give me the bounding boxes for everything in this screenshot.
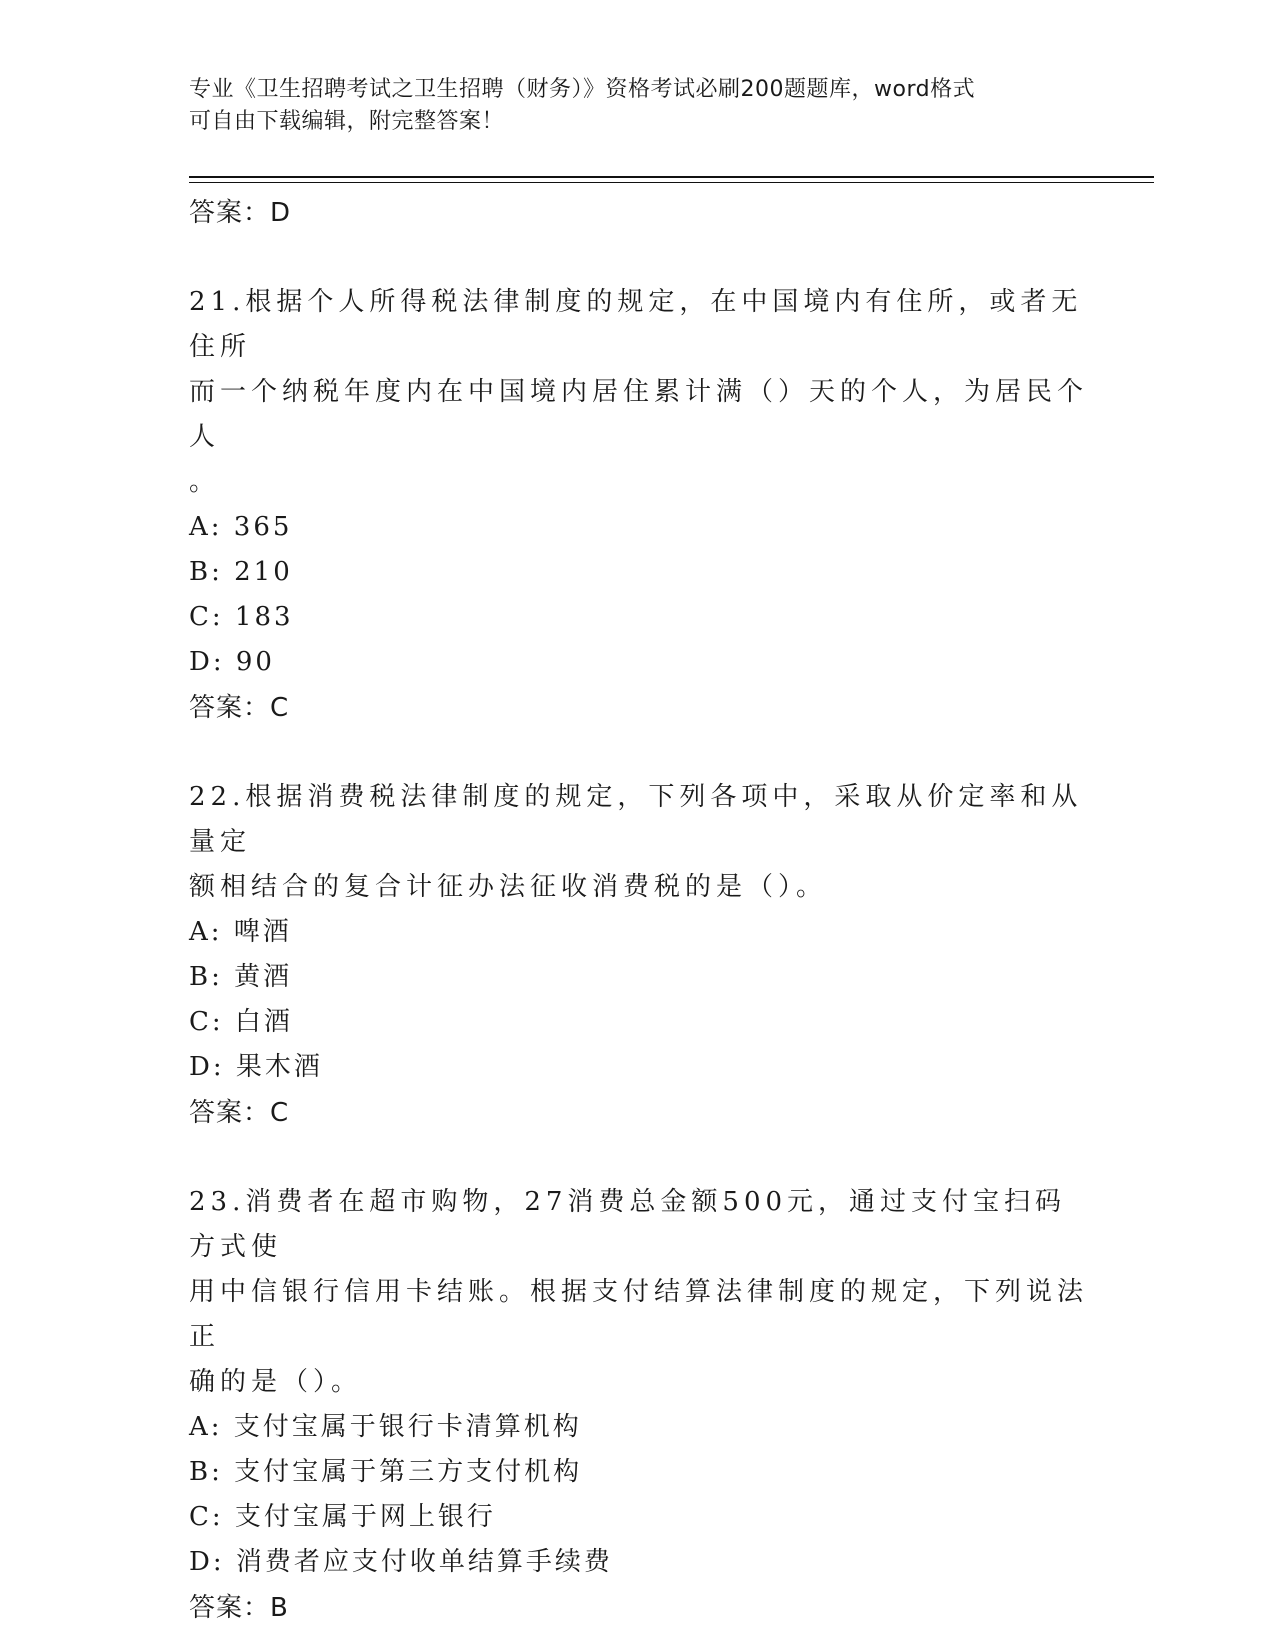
stem-line: 21.根据个人所得税法律制度的规定，在中国境内有住所，或者无住所 bbox=[189, 287, 1083, 362]
option-d: D: 90 bbox=[189, 647, 275, 677]
stem-line: 额相结合的复合计征办法征收消费税的是（）。 bbox=[189, 872, 828, 902]
question-stem bbox=[189, 1180, 1089, 1405]
header-line-2: 可自由下载编辑，附完整答案！ bbox=[189, 109, 505, 134]
question-22 bbox=[189, 775, 1089, 1136]
option-c: C: 支付宝属于网上银行 bbox=[189, 1502, 496, 1532]
option-c: C: 白酒 bbox=[189, 1007, 293, 1037]
header-rule-thin bbox=[189, 182, 1154, 183]
question-23 bbox=[189, 1180, 1089, 1631]
option-b: B: 支付宝属于第三方支付机构 bbox=[189, 1457, 583, 1487]
answer-line: 答案：C bbox=[189, 693, 290, 723]
answer-line: 答案：B bbox=[189, 1593, 289, 1623]
option-d: D: 消费者应支付收单结算手续费 bbox=[189, 1547, 613, 1577]
header-rule-thick bbox=[189, 176, 1154, 178]
option-d: D: 果木酒 bbox=[189, 1052, 323, 1082]
stem-line: 。 bbox=[189, 467, 221, 497]
question-stem bbox=[189, 280, 1089, 505]
question-stem bbox=[189, 775, 1089, 910]
question-21 bbox=[189, 280, 1089, 731]
question-list bbox=[189, 190, 1089, 1631]
header-line-1: 专业《卫生招聘考试之卫生招聘（财务）》资格考试必刷200题题库，word格式 bbox=[189, 77, 976, 102]
stem-line: 确的是（）。 bbox=[189, 1367, 363, 1397]
option-a: A: 365 bbox=[189, 512, 293, 542]
option-a: A: 支付宝属于银行卡清算机构 bbox=[189, 1412, 582, 1442]
page-header bbox=[189, 74, 1089, 138]
answer-line: 答案：C bbox=[189, 1098, 290, 1128]
stem-line: 23.消费者在超市购物，27消费总金额500元，通过支付宝扫码方式使 bbox=[189, 1187, 1067, 1262]
stem-line: 22.根据消费税法律制度的规定，下列各项中，采取从价定率和从量定 bbox=[189, 782, 1083, 857]
option-b: B: 210 bbox=[189, 557, 293, 587]
previous-answer: 答案：D bbox=[189, 198, 292, 228]
stem-line: 用中信银行信用卡结账。根据支付结算法律制度的规定，下列说法正 bbox=[189, 1277, 1089, 1352]
option-b: B: 黄酒 bbox=[189, 962, 293, 992]
option-c: C: 183 bbox=[189, 602, 294, 632]
stem-line: 而一个纳税年度内在中国境内居住累计满（）天的个人，为居民个人 bbox=[189, 377, 1089, 452]
option-a: A: 啤酒 bbox=[189, 917, 292, 947]
